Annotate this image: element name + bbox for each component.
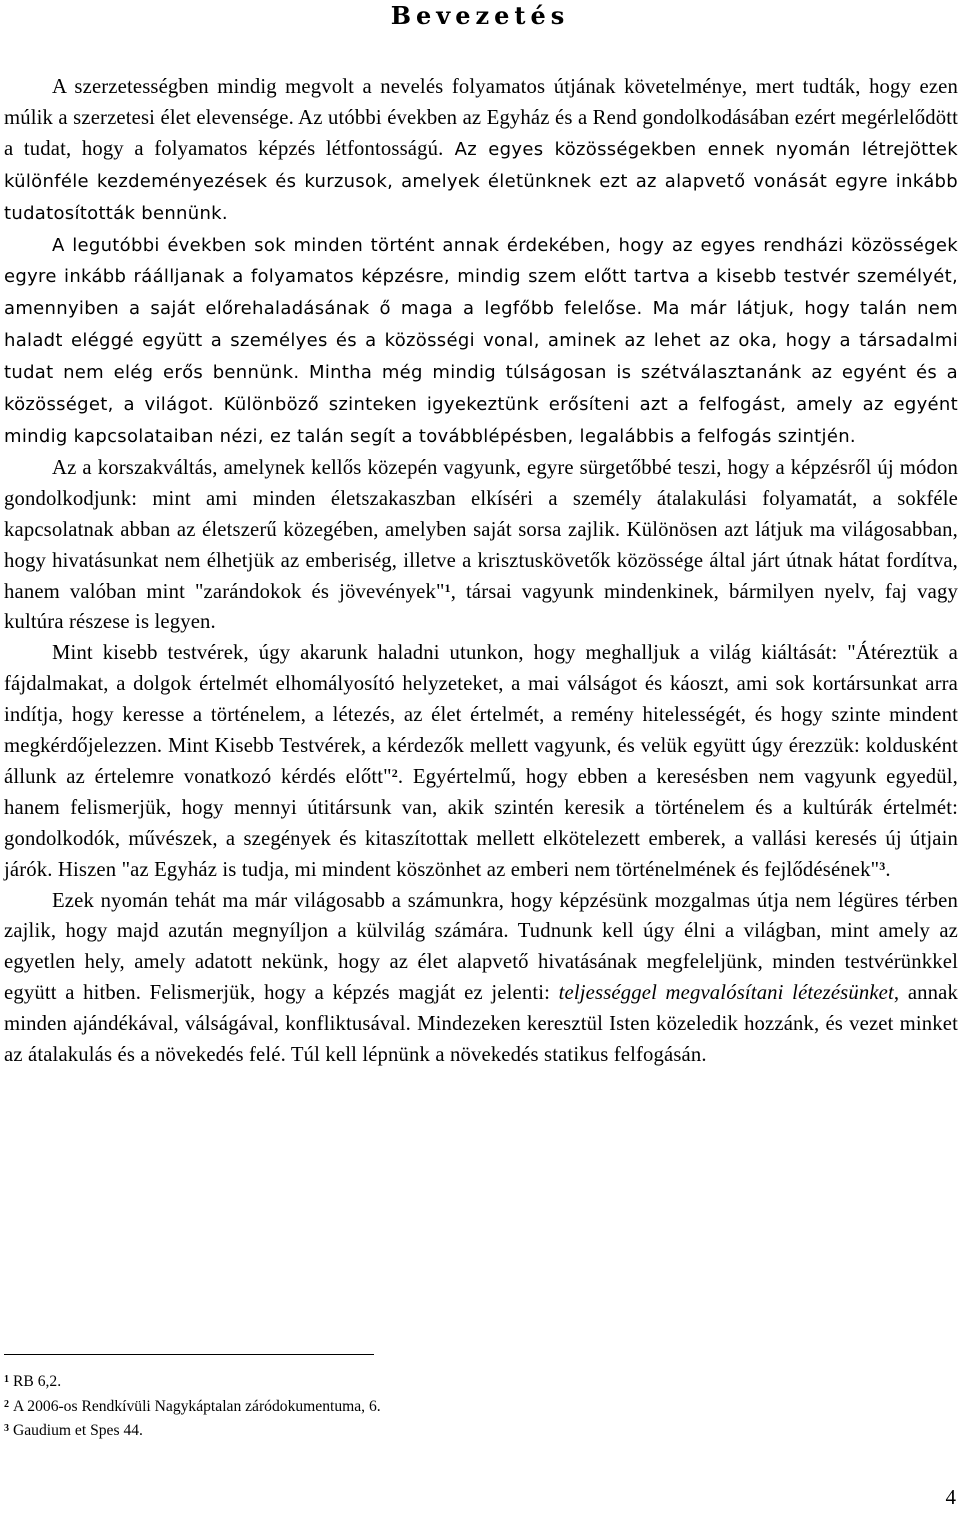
footnote-1 (4, 1370, 904, 1395)
footnote-ref-2[interactable]: 2 (391, 765, 398, 780)
page-number: 4 (945, 1485, 956, 1509)
page-title: Bevezetés (390, 1, 570, 30)
paragraph-2 (4, 230, 958, 453)
paragraph-3 (4, 453, 958, 638)
footnote-2-number: 2 (4, 1398, 9, 1410)
paragraph-4-text-middle: . Egyértelmű, hogy ebben a keresésben nem vagyunk egyedül, hanem felismerjük, hogy mennyi útitársunk van, akik szintén keresik a történelem és a kultúrák értelmét: gondolkodók, művészek, a szegények és kitaszítottak mellett elkötelezett emberek, a vallási keresés új útjain járók. Hiszen "az Egyház is tudja, mi mindent köszönhet az emberi nem történelmének és fejlődésének" (4, 765, 958, 881)
footnote-1-number: 1 (4, 1374, 9, 1385)
paragraph-4-text: Mint kisebb testvérek, úgy akarunk haladni utunkon, hogy meghalljuk a világ kiáltását: "Átéreztük a fájdalmakat, a dolgok értelmét elhomályosító helyzeteket, a mai válságot és káoszt, ami sok kortársunkat arra indítja, hogy keresse a történelem, a létezés, az élet értelmét, a remény hitelességét, és hogy szinte mindent megkérdőjelezzen. Mint Kisebb Testvérek, a kérdezők mellett vagyunk, és velük együtt úgy érezzük: koldusként állunk az értelemre vonatkozó kérdés előtt" (4, 642, 958, 788)
body-text (4, 72, 958, 1071)
footnote-divider (4, 1354, 374, 1355)
footnote-2-text: A 2006-os Rendkívüli Nagykáptalan záródokumentuma, 6. (13, 1397, 381, 1415)
paragraph-2-text: A legutóbbi években sok minden történt annak érdekében, hogy az egyes rendházi közösségek egyre inkább ráálljanak a folyamatos képzésre, mindig szem előtt tartva a kisebb testvér személyét, amennyiben a saját előrehaladásának ő maga a legfőbb felelőse. Ma már látjuk, hogy talán nem haladt eléggé együtt a személyes és a közösségi vonal, aminek az lehet az oka, hogy a társadalmi tudat nem elég erős bennünk. Mintha még mindig túlságosan is szétválasztanánk az egyént és a közösséget, a világot. Különböző szinteken igyekeztünk erősíteni azt a felfogást, amely az egyént mindig kapcsolataiban nézi, ez talán segít a továbblépésben, legalábbis a felfogás szintjén. (4, 234, 958, 447)
paragraph-5-text: Ezek nyomán tehát ma már világosabb a számunkra, hogy képzésünk mozgalmas útja nem légüres térben zajlik, hogy majd azután megnyíljon a külvilág számára. Tudnunk kell úgy élni a világban, mint amely az egyetlen hely, amely adatott nekünk, hogy az élet alapvető hivatásának megfeleljünk, minden testvérünkkel együtt a hitben. Felismerjük, hogy a képzés magját ez jelenti: (4, 889, 958, 1005)
paragraph-3-text-end: , társai vagyunk mindenkinek, bármilyen nyelv, faj vagy kultúra részese is legyen. (4, 580, 958, 634)
paragraph-5 (4, 886, 958, 1071)
paragraph-1-sans-text: Az egyes közösségekben ennek nyomán létrejöttek különféle kezdeményezések és kurzusok, amelyek életünknek ezt az alapvető vonását egyre inkább tudatosították bennünk. (4, 138, 958, 224)
footnote-3 (4, 1419, 904, 1444)
paragraph-3-text: Az a korszakváltás, amelynek kellős közepén vagyunk, egyre sürgetőbbé teszi, hogy a képzésről új módon gondolkodjunk: mint ami minden életszakaszban elkíséri a személy átalakulási folyamatát, a sokféle kapcsolatnak abban az életszerű közegében, amelyben saját sorsa zajlik. Különösen azt látjuk ma világosabban, hogy hivatásunkat nem élhetjük az emberiség, illetve a krisztuskövetők közössége által járt útnak hátat fordítva, hanem valóban mint "zarándokok és jövevények" (4, 456, 958, 603)
footnote-1-text: RB 6,2. (13, 1373, 62, 1390)
paragraph-4-text-end: . (885, 858, 891, 881)
paragraph-4 (4, 638, 958, 885)
paragraph-1-text: A szerzetességben mindig megvolt a nevelés folyamatos útjának követelménye, mert tudták, hogy ezen múlik a szerzetesi élet elevensége. Az utóbbi években az Egyház és a Rend gondolkodásában ezért megérlelődött a tudat, hogy a folyamatos képzés létfontosságú. (4, 76, 958, 160)
paragraph-5-emphasis: teljességgel megvalósítani létezésünket (558, 982, 894, 1005)
footnote-ref-1[interactable]: 1 (444, 580, 451, 595)
footnotes (4, 1370, 904, 1444)
paragraph-5-text-end: , annak minden ajándékával, válságával, konfliktusával. Mindezeken keresztül Isten közeledik hozzánk, és vezet minket az átalakulás és a növekedés felé. Túl kell lépnünk a növekedés statikus felfogásán. (4, 982, 958, 1067)
footnote-ref-3[interactable]: 3 (879, 858, 886, 873)
footnote-3-number: 3 (4, 1423, 9, 1434)
paragraph-1 (4, 72, 958, 230)
footnote-2 (4, 1395, 904, 1420)
footnote-3-text: Gaudium et Spes 44. (13, 1422, 143, 1439)
